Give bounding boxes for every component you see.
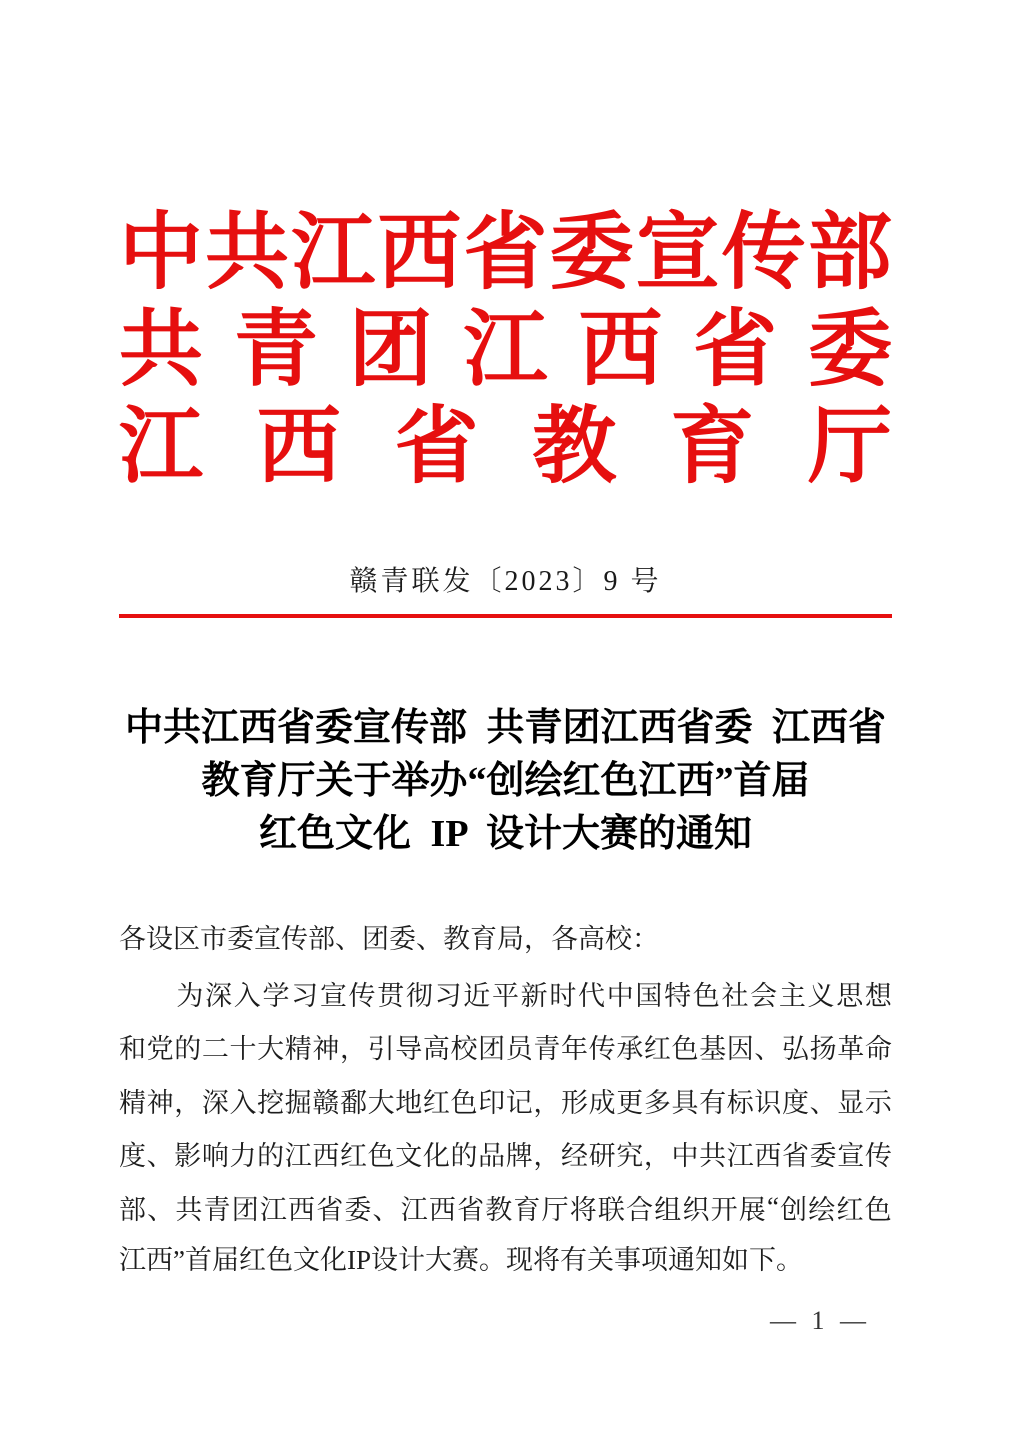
red-separator-line [119, 614, 892, 618]
document-body [119, 913, 892, 1288]
page-number: — 1 — [770, 1306, 866, 1335]
letterhead [119, 0, 892, 496]
salutation-line: 各设区市委宣传部、团委、教育局，各高校： [119, 924, 659, 954]
title-line-2: 教育厅关于举办“创绘红色江西”首届 [201, 760, 810, 802]
body-line-6: 江西”首届红色文化IP设计大赛。现将有关事项通知如下。 [119, 1245, 803, 1275]
document-title [119, 702, 892, 861]
body-line-2: 和 党 的 二 十 大 精 神 ， 引 导 高 校 团 员 青 年 传 承 红 色 基 因 、 弘 扬 革 命 [119, 1034, 892, 1065]
body-line-5: 部 、 共 青 团 江 西 省 委 、 江 西 省 教 育 厅 将 联 合 组 织 开 展 “ 创 绘 红 色 [119, 1191, 892, 1225]
body-line-4: 度 、 影 响 力 的 江 西 红 色 文 化 的 品 牌 ， 经 研 究 ， 中 共 江 西 省 委 宣 传 [119, 1141, 892, 1172]
letterhead-line-1: 中 共 江 西 省 委 宣 传 部 [119, 207, 892, 300]
document-number: 赣青联发〔2023〕9 号 [349, 566, 662, 597]
letterhead-line-2: 共 青 团 江 西 省 委 [119, 304, 892, 397]
body-line-3: 精 神 ， 深 入 挖 掘 赣 鄱 大 地 红 色 印 记 ， 形 成 更 多 具 有 标 识 度 、 显 示 [119, 1087, 892, 1118]
title-line-1: 中共江西省委宣传部 共青团江西省委 江西省 [124, 707, 886, 749]
title-line-3: 红色文化 IP 设计大赛的通知 [259, 813, 752, 855]
letterhead-line-3: 江 西 省 教 育 厅 [119, 401, 892, 494]
body-line-1: 为 深 入 学 习 宣 传 贯 彻 习 近 平 新 时 代 中 国 特 色 社 会 主 义 思 想 [176, 980, 892, 1011]
